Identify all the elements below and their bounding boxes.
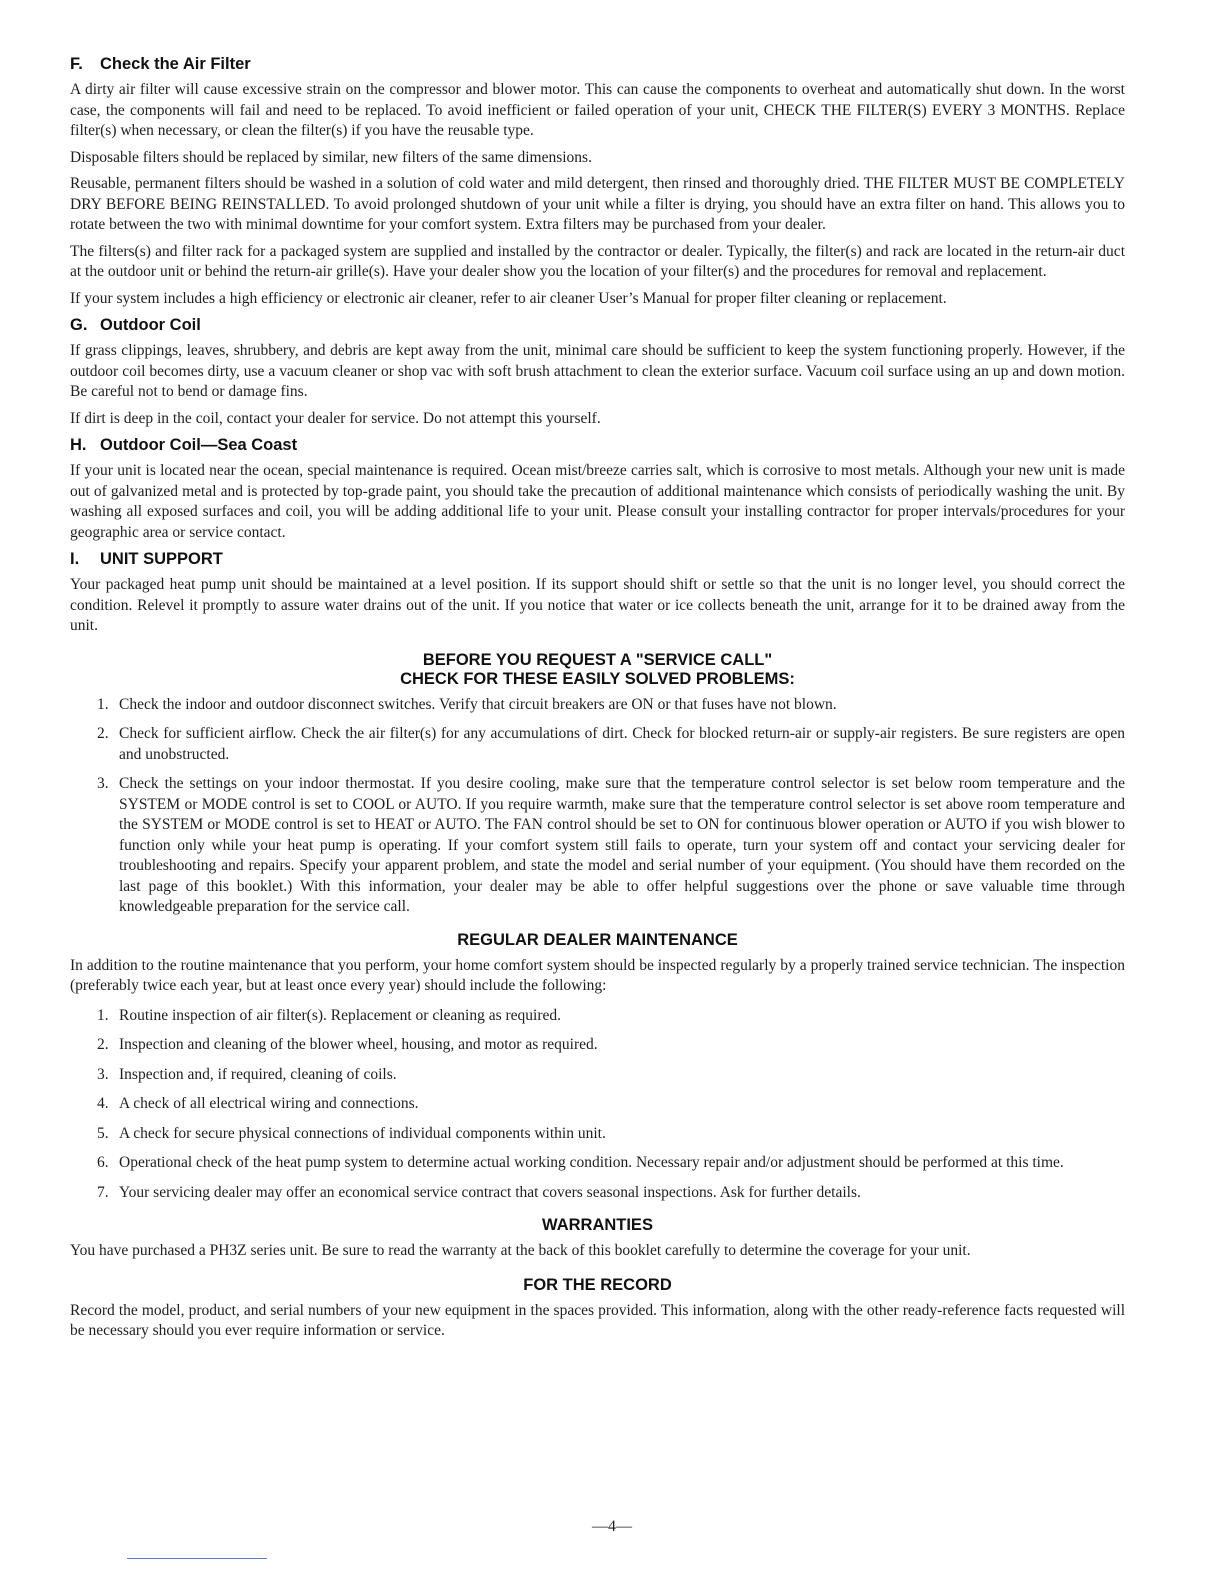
section-g-heading bbox=[70, 315, 1125, 335]
maintenance-list bbox=[70, 1006, 1125, 1204]
list-item-number: 2. bbox=[97, 725, 109, 742]
service-call-checklist bbox=[70, 695, 1125, 918]
list-item bbox=[70, 1153, 1125, 1174]
list-item-text: A check of all electrical wiring and connections. bbox=[119, 1095, 419, 1112]
list-item bbox=[70, 695, 1125, 716]
section-i-paragraph: Your packaged heat pump unit should be maintained at a level position. If its support should shift or settle so that the unit is no longer level, you should correct the condition. Relevel it promptly to assure water drains out of the unit. If you notice that water or ice collects beneath the unit, arrange for it to be drained away from the unit. bbox=[70, 576, 1125, 634]
section-f-letter: F. bbox=[70, 55, 83, 73]
section-f-paragraph: Reusable, permanent filters should be washed in a solution of cold water and mild detergent, then rinsed and thoroughly dried. THE FILTER MUST BE COMPLETELY DRY BEFORE BEING REINSTALLED. To avoid prolonged shutdown of your unit while a filter is drying, you should have an extra filter on hand. This allows you to rotate between the two with minimal downtime for your comfort system. Extra filters may be purchased from your dealer. bbox=[70, 175, 1125, 233]
section-h-letter: H. bbox=[70, 436, 87, 454]
list-item bbox=[70, 1006, 1125, 1027]
list-item-number: 3. bbox=[97, 775, 109, 792]
list-item bbox=[70, 724, 1125, 765]
list-item bbox=[70, 1124, 1125, 1145]
section-f-paragraph: A dirty air filter will cause excessive strain on the compressor and blower motor. This can cause the components to overheat and automatically shut down. In the worst case, the components will fail and need to be replaced. To avoid inefficient or failed operation of your unit, CHECK THE FILTER(S) EVERY 3 MONTHS. Replace filter(s) when necessary, or clean the filter(s) if you have the reusable type. bbox=[70, 81, 1125, 139]
list-item bbox=[70, 1094, 1125, 1115]
section-f-paragraph: Disposable filters should be replaced by similar, new filters of the same dimensions. bbox=[70, 148, 592, 166]
list-item-text: Your servicing dealer may offer an economical service contract that covers seasonal inspections. Ask for further details. bbox=[119, 1183, 861, 1201]
section-g-title: Outdoor Coil bbox=[100, 316, 201, 334]
section-f-heading bbox=[70, 54, 1125, 74]
list-item-text: Check the indoor and outdoor disconnect switches. Verify that circuit breakers are ON or that fuses have not blown. bbox=[119, 695, 837, 713]
list-item-text: Routine inspection of air filter(s). Replacement or cleaning as required. bbox=[119, 1006, 562, 1024]
list-item-text: A check for secure physical connections of individual components within unit. bbox=[119, 1124, 606, 1142]
section-h-paragraph: If your unit is located near the ocean, special maintenance is required. Ocean mist/breeze carries salt, which is corrosive to most metals. Although your new unit is made out of galvanized metal and is protected by top-grade paint, you should take the precaution of additional maintenance which consists of periodically washing the unit. By washing all exposed surfaces and coil, you will be adding additional life to your unit. Please consult your installing contractor for proper intervals/procedures for your geographic area or service contact. bbox=[70, 462, 1125, 541]
section-i-heading bbox=[70, 549, 1125, 569]
list-item bbox=[70, 774, 1125, 918]
list-item bbox=[70, 1065, 1125, 1086]
list-item-number: 3. bbox=[97, 1065, 109, 1083]
list-item-text: Check the settings on your indoor thermostat. If you desire cooling, make sure that the temperature control selector is set below room temperature and the SYSTEM or MODE control is set to COOL or AUTO. If you require warmth, make sure that the temperature control selector is set above room temperature and the SYSTEM or MODE control is set to HEAT or AUTO. The FAN control should be set to ON for continuous blower operation or AUTO if you wish blower to function only while your heat pump is operating. If your comfort system still fails to operate, turn your system off and contact your servicing dealer for troubleshooting and repairs. Specify your apparent problem, and state the model and serial number of your equipment. (You should have them recorded on the last page of this booklet.) With this information, your dealer may be able to offer helpful suggestions over the phone or save valuable time through knowledgeable preparation for the service call. bbox=[119, 775, 1125, 915]
section-f-paragraph: If your system includes a high efficiency or electronic air cleaner, refer to air cleaner User’s Manual for proper filter cleaning or replacement. bbox=[70, 289, 947, 307]
list-item-number: 6. bbox=[97, 1154, 109, 1171]
section-g-paragraph: If dirt is deep in the coil, contact your dealer for service. Do not attempt this yourself. bbox=[70, 409, 601, 427]
section-i-title: UNIT SUPPORT bbox=[100, 550, 223, 568]
footer-rule bbox=[127, 1558, 267, 1559]
section-i-letter: I. bbox=[70, 550, 80, 568]
section-h-heading bbox=[70, 435, 1125, 455]
section-g-letter: G. bbox=[70, 316, 88, 334]
list-item-number: 2. bbox=[97, 1036, 109, 1053]
list-item-text: Inspection and, if required, cleaning of coils. bbox=[119, 1065, 397, 1083]
record-title: FOR THE RECORD bbox=[523, 1275, 672, 1294]
document-page bbox=[70, 54, 1125, 1348]
list-item-text: Inspection and cleaning of the blower wheel, housing, and motor as required. bbox=[119, 1036, 598, 1053]
warranties-text: You have purchased a PH3Z series unit. Be sure to read the warranty at the back of this booklet carefully to determine the coverage for your unit. bbox=[70, 1242, 971, 1259]
list-item-number: 1. bbox=[97, 1006, 109, 1024]
service-call-title-line2: CHECK FOR THESE EASILY SOLVED PROBLEMS: bbox=[400, 669, 795, 688]
list-item-number: 1. bbox=[97, 695, 109, 713]
list-item bbox=[70, 1035, 1125, 1056]
list-item-number: 5. bbox=[97, 1124, 109, 1142]
list-item-text: Check for sufficient airflow. Check the air filter(s) for any accumulations of dirt. Check for blocked return-air or supply-air registers. Be sure registers are open and unobstructed. bbox=[119, 725, 1125, 763]
maintenance-title: REGULAR DEALER MAINTENANCE bbox=[457, 930, 738, 949]
record-text: Record the model, product, and serial numbers of your new equipment in the spaces provided. This information, along with the other ready-reference facts requested will be necessary should you ever require information or service. bbox=[70, 1301, 1125, 1339]
list-item-number: 7. bbox=[97, 1183, 109, 1201]
service-call-title-line1: BEFORE YOU REQUEST A "SERVICE CALL" bbox=[422, 650, 773, 669]
section-f-paragraph: The filters(s) and filter rack for a packaged system are supplied and installed by the contractor or dealer. Typically, the filter(s) and rack are located in the return-air duct at the outdoor unit or behind the return-air grille(s). Have your dealer show you the location of your filter(s) and the procedures for removal and replacement. bbox=[70, 242, 1125, 280]
list-item bbox=[70, 1183, 1125, 1204]
maintenance-intro: In addition to the routine maintenance that you perform, your home comfort system should be inspected regularly by a properly trained service technician. The inspection (preferably twice each year, but at least once every year) should include the following: bbox=[70, 956, 1125, 994]
section-g-paragraph: If grass clippings, leaves, shrubbery, and debris are kept away from the unit, minimal care should be sufficient to keep the system functioning properly. However, if the outdoor coil becomes dirty, use a vacuum cleaner or shop vac with soft brush attachment to clean the exterior surface. Vacuum coil surface using an up and down motion. Be careful not to bend or damage fins. bbox=[70, 342, 1125, 400]
section-f-title: Check the Air Filter bbox=[100, 55, 251, 73]
list-item-number: 4. bbox=[97, 1095, 109, 1112]
page-number: —4— bbox=[592, 1518, 632, 1535]
list-item-text: Operational check of the heat pump system to determine actual working condition. Necessary repair and/or adjustment should be performed at this time. bbox=[119, 1154, 1064, 1171]
section-h-title: Outdoor Coil—Sea Coast bbox=[100, 436, 298, 454]
warranties-title: WARRANTIES bbox=[542, 1216, 653, 1234]
